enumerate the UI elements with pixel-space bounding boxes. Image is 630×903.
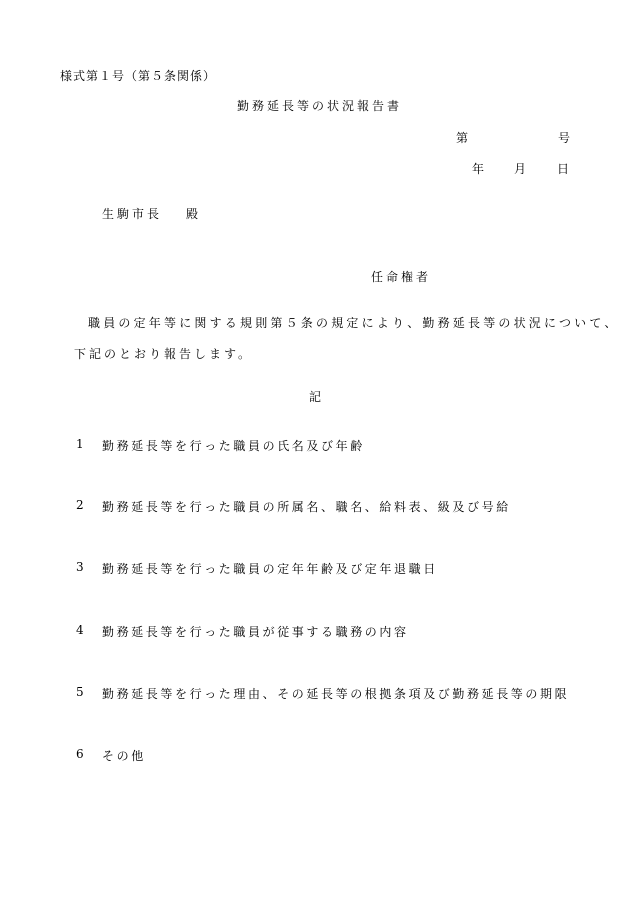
item-text: 勤務延長等を行った職員の所属名、職名、給料表、級及び号給 (102, 500, 511, 514)
ki-heading: 記 (309, 390, 324, 404)
appointer-label: 任命権者 (371, 270, 432, 284)
body-text-line-2: 下記のとおり報告します。 (74, 347, 254, 361)
item-number: 5 (76, 685, 84, 699)
item-text: 勤務延長等を行った職員が従事する職務の内容 (102, 625, 409, 639)
addressee-honorific: 殿 (186, 207, 201, 221)
addressee-name: 生駒市長 (102, 207, 163, 221)
document-number-suffix: 号 (558, 131, 573, 145)
item-text: 勤務延長等を行った職員の定年年齢及び定年退職日 (102, 562, 438, 576)
item-number: 1 (76, 437, 84, 451)
date-month-label: 月 (514, 162, 529, 176)
item-text: 勤務延長等を行った職員の氏名及び年齢 (102, 439, 365, 453)
date-day-label: 日 (557, 162, 572, 176)
item-number: 6 (76, 747, 84, 761)
item-number: 2 (76, 498, 84, 512)
form-label: 様式第１号（第５条関係） (60, 69, 217, 83)
document-number-prefix: 第 (456, 131, 471, 145)
document-title: 勤務延長等の状況報告書 (237, 99, 403, 113)
date-year-label: 年 (472, 162, 487, 176)
item-text: 勤務延長等を行った理由、その延長等の根拠条項及び勤務延長等の期限 (102, 687, 570, 701)
item-number: 4 (76, 623, 84, 637)
body-text-line-1: 職員の定年等に関する規則第５条の規定により、勤務延長等の状況について、 (88, 316, 620, 330)
item-number: 3 (76, 560, 84, 574)
item-text: その他 (102, 749, 146, 763)
